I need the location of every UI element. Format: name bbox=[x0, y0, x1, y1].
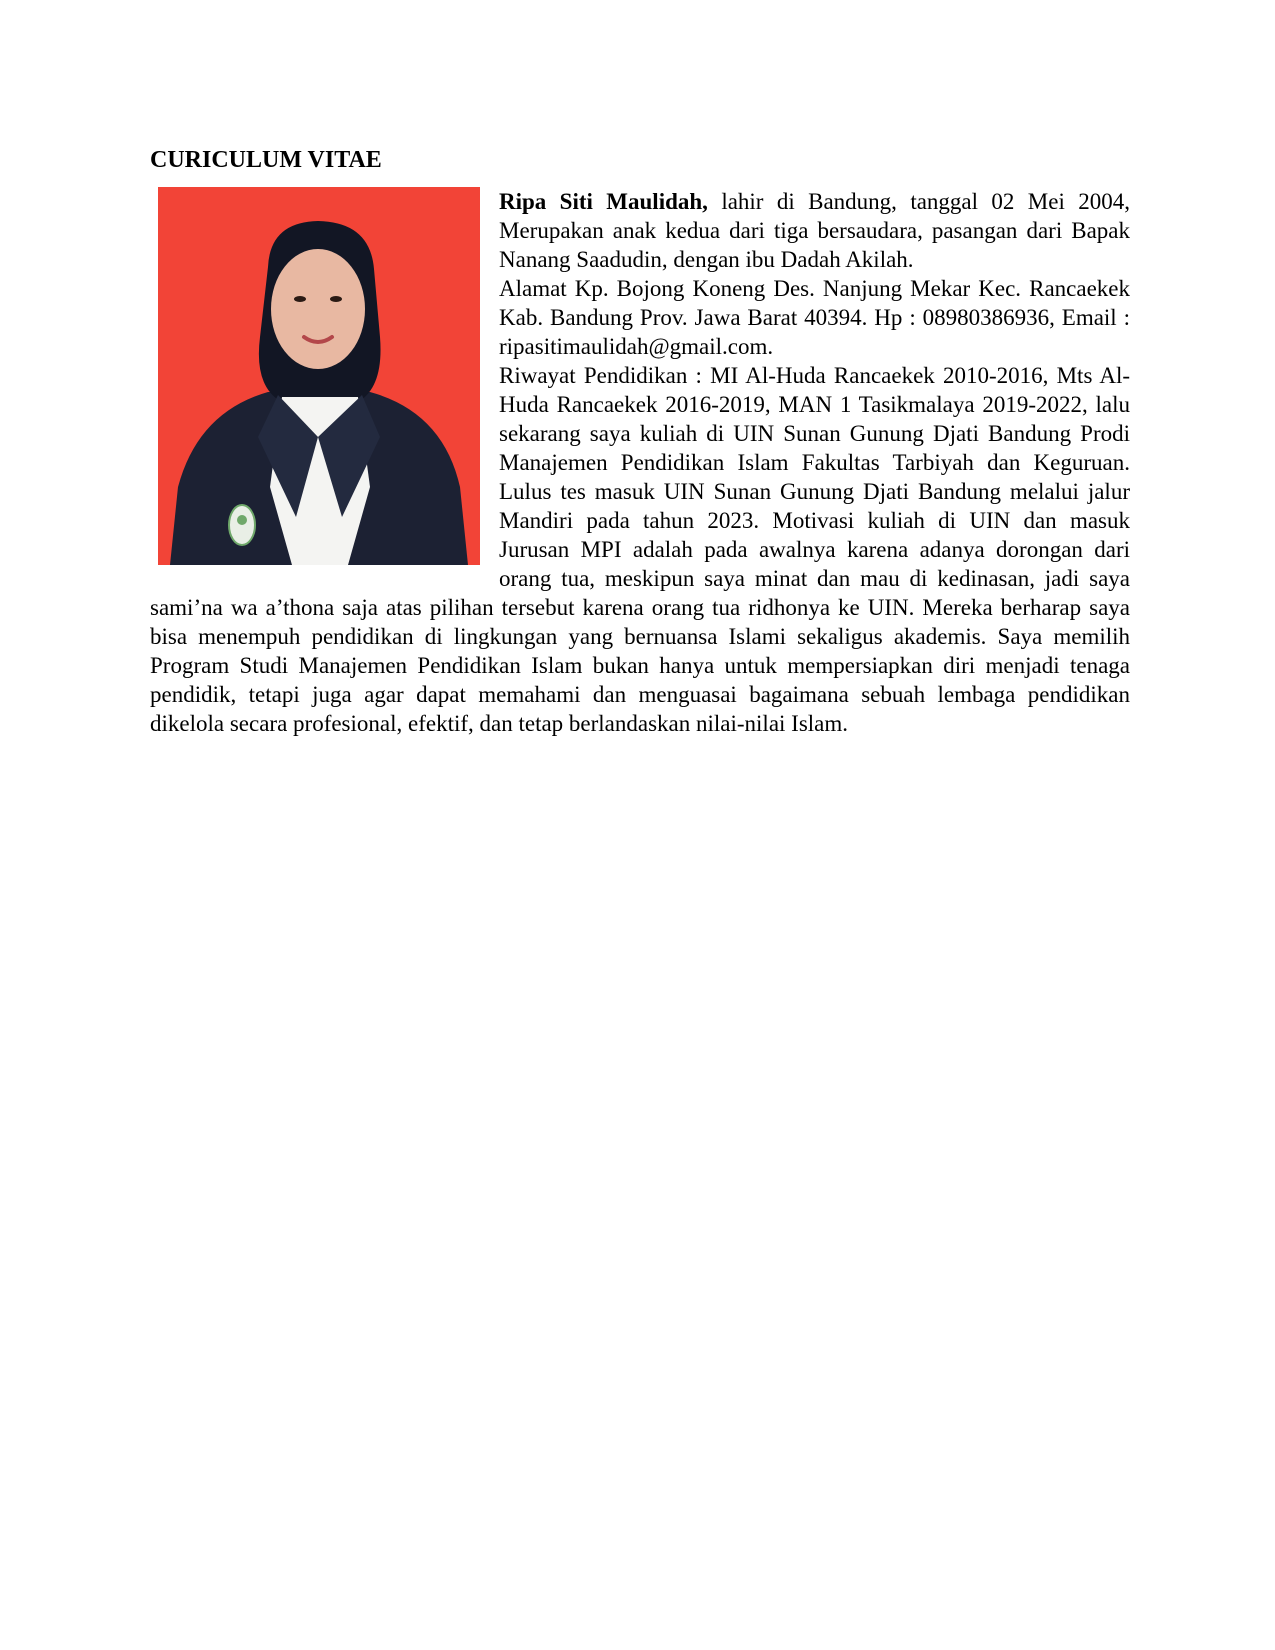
document-title: CURICULUM VITAE bbox=[150, 147, 382, 173]
portrait-illustration bbox=[158, 187, 480, 565]
person-name: Ripa Siti Maulidah, bbox=[499, 189, 708, 214]
bio-address-paragraph: Alamat Kp. Bojong Koneng Des. Nanjung Mekar Kec. Rancaekek Kab. Bandung Prov. Jawa Barat 40394. Hp : 08980386936, Email : ripasitimaulidah@gmail.com. bbox=[499, 276, 1130, 359]
portrait-photo bbox=[158, 187, 480, 565]
cv-page bbox=[150, 145, 1130, 738]
bio-education-paragraph: Riwayat Pendidikan : MI Al-Huda Rancaekek 2010-2016, Mts Al-Huda Rancaekek 2016-2019, MAN 1 Tasikmalaya 2019-2022, lalu sekarang saya kuliah di UIN Sunan Gunung Djati Bandung Prodi Manajemen Pendidikan Islam Fakultas Tarbiyah dan Keguruan. Lulus tes masuk UIN Sunan Gunung Djati Bandung melalui jalur Mandiri pada tahun 2023. Motivasi kuliah di UIN dan masuk Jurusan MPI adalah pada awalnya karena adanya dorongan dari orang tua, meskipun saya minat dan mau di kedinasan, jadi saya sami’na wa a’thona saja atas pilihan tersebut karena orang tua ridhonya ke UIN. Mereka berharap saya bisa menempuh pendidikan di lingkungan yang bernuansa Islami sekaligus akademis. Saya memilih Program Studi Manajemen Pendidikan Islam bukan hanya untuk mempersiapkan diri menjadi tenaga pendidik, tetapi juga agar dapat memahami dan menguasai bagaimana sebuah lembaga pendidikan dikelola secara profesional, efektif, dan tetap berlandaskan nilai-nilai Islam. bbox=[150, 363, 1130, 736]
bio-intro-text: lahir di Bandung, tanggal 02 Mei 2004, Merupakan anak kedua dari tiga bersaudara, pasangan dari Bapak Nanang Saadudin, dengan ibu Dadah Akilah. bbox=[499, 189, 1130, 272]
